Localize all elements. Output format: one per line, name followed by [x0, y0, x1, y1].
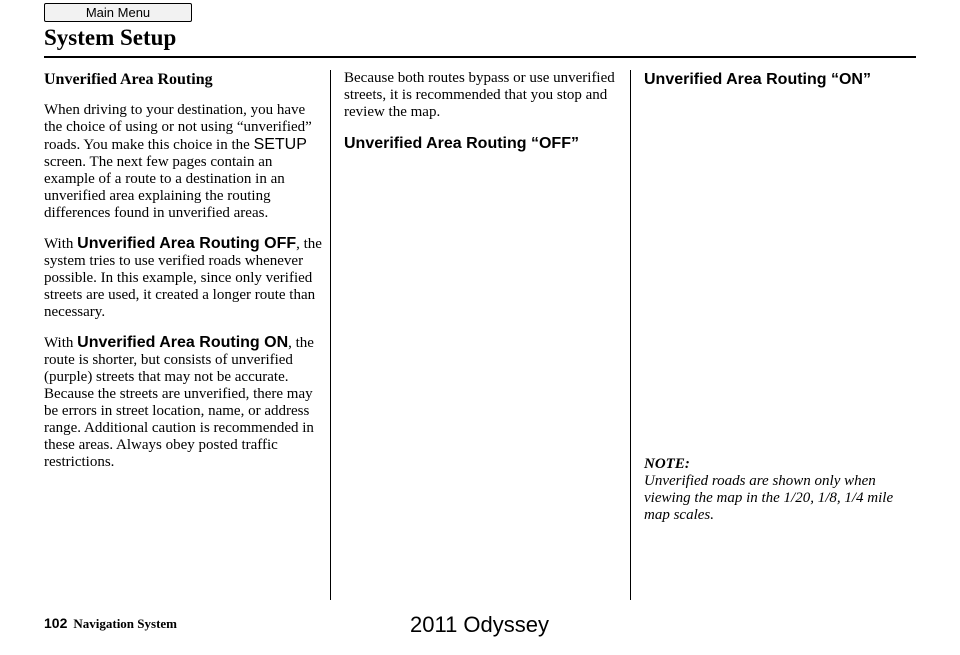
routing-off-keyword: Unverified Area Routing OFF: [77, 235, 297, 252]
column-divider-2: [630, 70, 631, 600]
note-block: [644, 456, 919, 524]
note-heading: NOTE:: [644, 456, 690, 472]
paragraph-routing-on: [44, 334, 324, 471]
page-footer: [44, 615, 177, 632]
column-middle: [344, 70, 619, 166]
main-menu-button[interactable]: Main Menu: [44, 3, 192, 22]
page-number: 102: [44, 615, 68, 631]
with-text: With: [44, 335, 78, 351]
heading-routing-on: Unverified Area Routing “ON”: [644, 71, 871, 88]
with-text: With: [44, 236, 78, 252]
title-divider: [44, 56, 916, 58]
note-text: Unverified roads are shown only when viewing the map in the 1/20, 1/8, 1/4 mile map scales.: [644, 473, 894, 523]
paragraph-routing-off: [44, 235, 324, 321]
watermark: 2011 Odyssey: [410, 612, 550, 637]
setup-keyword: SETUP: [253, 136, 307, 153]
routing-on-text: , the route is shorter, but consists of unverified (purple) streets that may not be accurate. Because the streets are unverified, there may be errors in street location, name, or address range. Additional caution is recommended in these areas. Always obey posted traffic restrictions.: [44, 335, 314, 470]
paragraph-intro: [44, 102, 324, 222]
intro-text-a: When driving to your destination, you have the choice of using or not using “unverified” roads. You make this choice in the: [44, 102, 312, 153]
section-heading-unverified-area-routing: Unverified Area Routing: [44, 71, 213, 88]
intro-text-b: screen. The next few pages contain an example of a route to a destination in an unverified area explaining the routing differences found in unverified areas.: [44, 154, 285, 221]
footer-section-title: Navigation System: [73, 616, 177, 631]
column-right: [644, 70, 919, 102]
column-divider-1: [330, 70, 331, 600]
column-left: [44, 70, 324, 484]
routing-on-keyword: Unverified Area Routing ON: [77, 334, 289, 351]
page-title: System Setup: [44, 25, 177, 50]
paragraph-review-map: Because both routes bypass or use unverified streets, it is recommended that you stop and review the map.: [344, 70, 615, 120]
routing-off-text: , the system tries to use verified roads whenever possible. In this example, since only verified streets are used, it created a longer route than necessary.: [44, 236, 322, 320]
heading-routing-off: Unverified Area Routing “OFF”: [344, 135, 579, 152]
